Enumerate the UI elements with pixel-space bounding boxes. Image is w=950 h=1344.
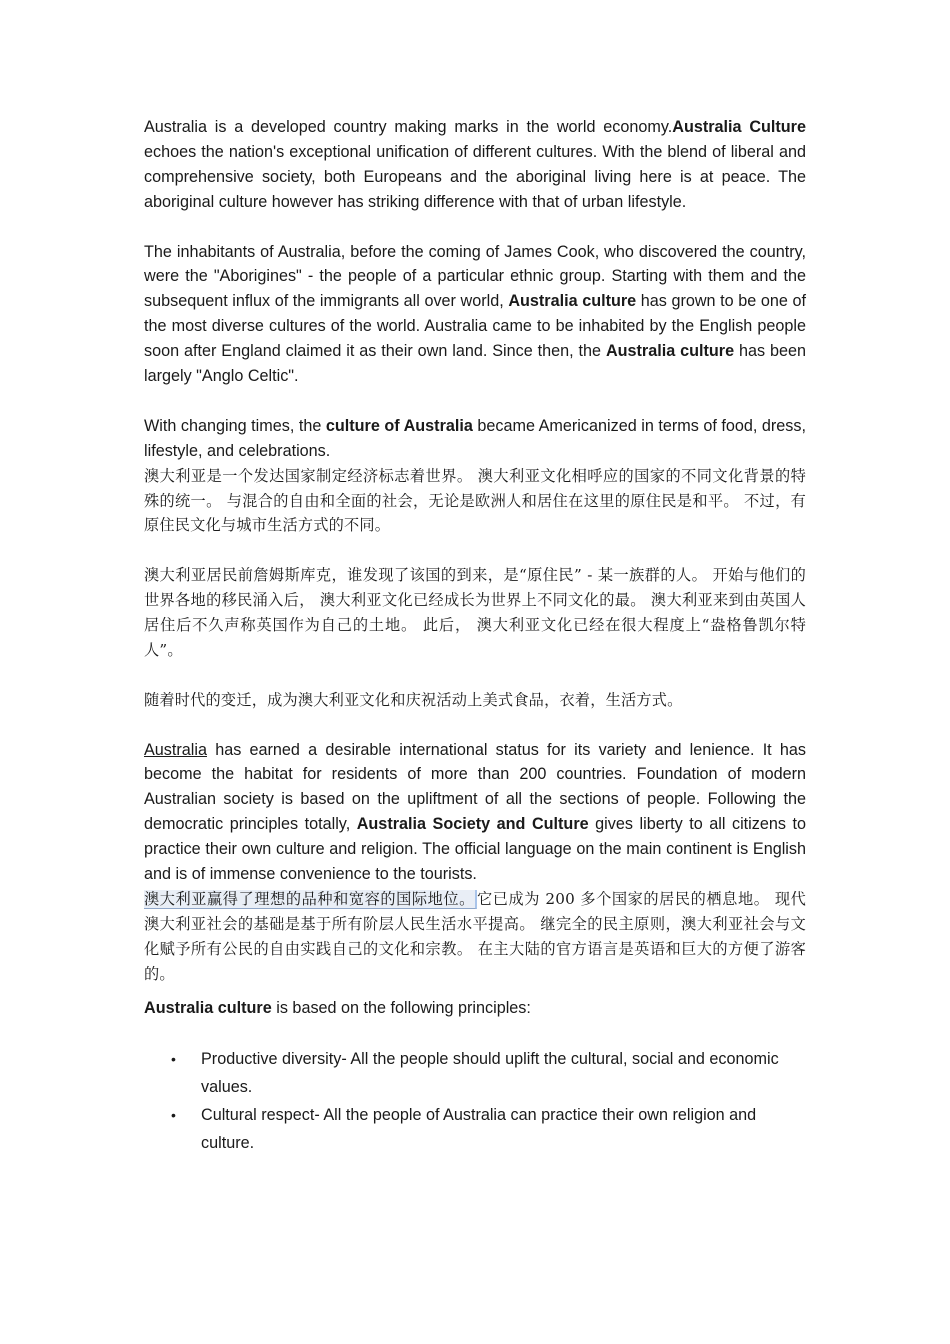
bold-term: Australia Culture: [672, 118, 806, 136]
bold-term: culture of Australia: [325, 416, 473, 435]
bold-term: Australia culture: [144, 998, 272, 1017]
bullet-icon: •: [171, 1051, 176, 1068]
paragraph-principles-intro: [144, 996, 806, 1021]
bold-term: Australia Society and Culture: [356, 815, 589, 834]
text: gives liberty to all citizens to practice their own culture and religion. The official language on the main continent is English and is of immense convenience to the tourists.: [144, 815, 806, 884]
paragraph-status: [144, 738, 806, 887]
text: became Americanized in terms of food, dress, lifestyle, and celebrations.: [144, 416, 806, 460]
list-item-text: Productive diversity- All the people should uplift the cultural, social and economic values.: [201, 1050, 779, 1097]
text: Australia is a developed country making marks in the world economy.: [144, 118, 673, 136]
list-item: [144, 1101, 806, 1157]
list-item-text: Cultural respect- All the people of Australia can practice their own religion and culture.: [201, 1106, 757, 1153]
bullet-icon: •: [171, 1107, 176, 1124]
text: 它已成为 200 多个国家的居民的栖息地。 现代澳大利亚社会的基础是基于所有阶层人民生活水平提高。 继完全的民主原则，澳大利亚社会与文化赋予所有公民的自由实践自己的文化和宗教。 在主大陆的官方语言是英语和巨大的方便了游客的。: [144, 890, 806, 983]
document-page: [144, 115, 806, 1157]
paragraph-intro: [144, 115, 806, 215]
paragraph-modern: [144, 414, 806, 464]
text: echoes the nation's exceptional unification of different cultures. With the blend of liberal and comprehensive society, both Europeans and the aboriginal living here is at peace. The aboriginal culture however has striking difference with that of urban lifestyle.: [144, 142, 806, 211]
text: has grown to be one of the most diverse cultures of the world. Australia came to be inhabited by the English people soon after England claimed it as their own land. Since then, the: [144, 292, 806, 361]
bold-term: Australia culture: [508, 292, 637, 311]
text: is based on the following principles:: [271, 998, 531, 1017]
bold-term: Australia culture: [605, 342, 735, 361]
paragraph-history: [144, 240, 806, 389]
highlighted-text[interactable]: 澳大利亚赢得了理想的品种和宽容的国际地位。: [144, 890, 475, 909]
paragraph-zh-modern: 随着时代的变迁，成为澳大利亚文化和庆祝活动上美式食品，衣着，生活方式。: [144, 690, 683, 709]
list-item: [144, 1045, 806, 1101]
text: has been largely "Anglo Celtic".: [144, 342, 806, 386]
principles-list: [144, 1045, 806, 1157]
text: The inhabitants of Australia, before the coming of James Cook, who discovered the country, were the "Aborigines" - the people of a particular ethnic group. Starting with them and the subsequent influx of the immigrants all over world,: [144, 242, 806, 311]
text: has earned a desirable international status for its variety and lenience. It has become the habitat for residents of more than 200 countries. Foundation of modern Australian society is based on the upliftment of all the sections of people. Following the democratic principles totally,: [144, 740, 806, 834]
text: With changing times, the: [144, 416, 326, 435]
australia-link[interactable]: Australia: [144, 740, 207, 759]
paragraph-zh-intro: 澳大利亚是一个发达国家制定经济标志着世界。 澳大利亚文化相呼应的国家的不同文化背景的特殊的统一。 与混合的自由和全面的社会，无论是欧洲人和居住在这里的原住民是和平。 不过，有原住民文化与城市生活方式的不同。: [144, 466, 806, 535]
paragraph-zh-status: [144, 887, 806, 987]
paragraph-zh-history: 澳大利亚居民前詹姆斯库克，谁发现了该国的到来，是“原住民” - 某一族群的人。 开始与他们的世界各地的移民涌入后， 澳大利亚文化已经成长为世界上不同文化的最。 澳大利亚来到由英国人居住后不久声称英国作为自己的土地。 此后， 澳大利亚文化已经在很大程度上“盎格鲁凯尔特人”。: [144, 566, 806, 659]
